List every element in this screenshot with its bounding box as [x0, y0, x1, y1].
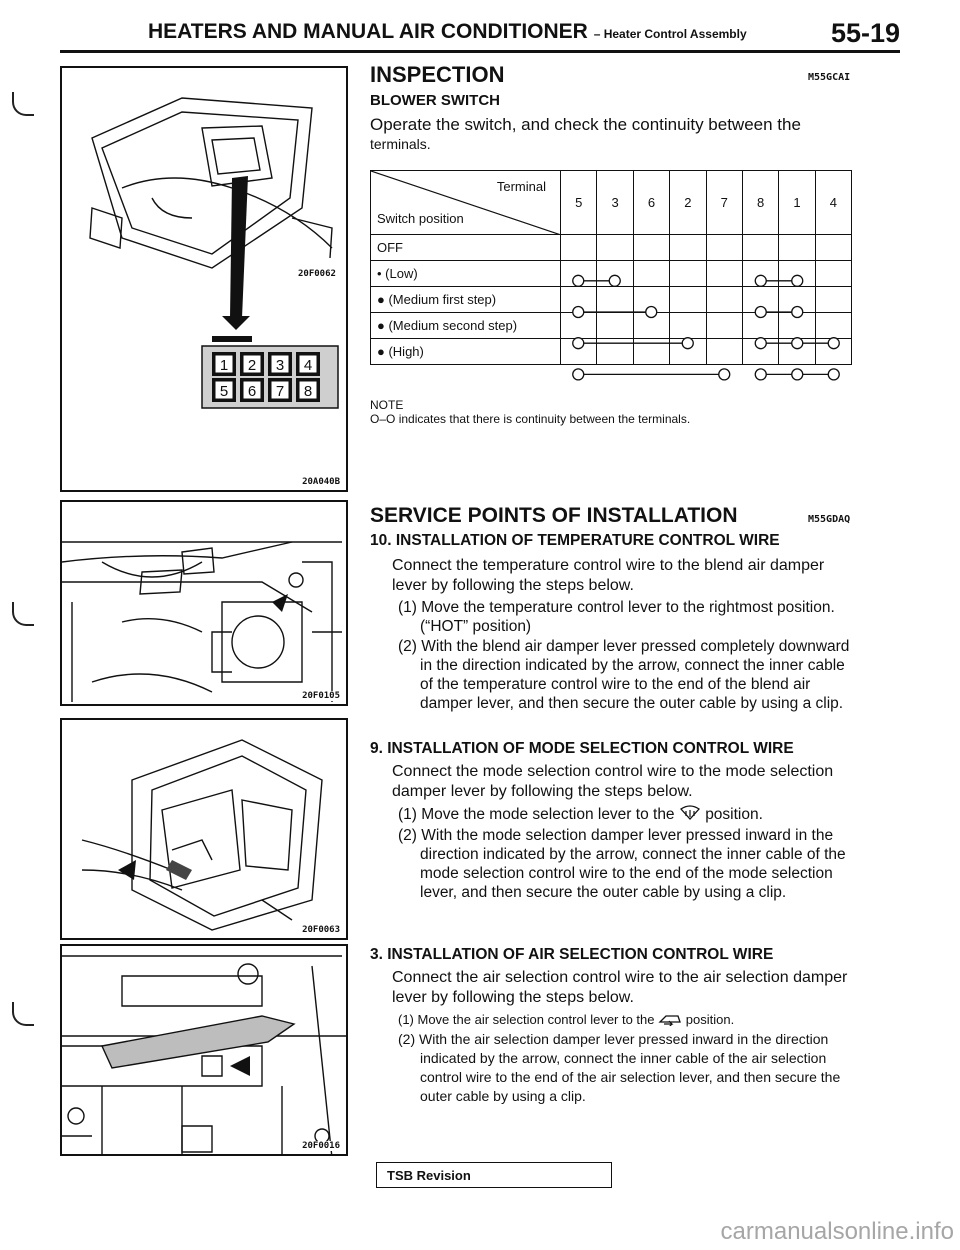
table-row	[371, 235, 852, 261]
fresh-air-icon	[658, 1012, 682, 1026]
pointer-tip	[222, 316, 250, 330]
service-code: M55GDAQ	[808, 514, 851, 525]
figure-code-inner: 20F0062	[298, 269, 336, 279]
watermark-text: carmanualsonline.info	[720, 1218, 954, 1245]
terminal-header: 7	[706, 171, 742, 235]
section-10-intro: Connect the temperature control wire to the blend air damper lever by following the steps below.	[392, 557, 825, 594]
section-9-heading: 9. INSTALLATION OF MODE SELECTION CONTROL WIRE	[370, 740, 794, 757]
section-9-step1-b: position.	[705, 806, 763, 823]
binding-mark	[12, 92, 34, 116]
terminal-header: 6	[633, 171, 669, 235]
table-row	[371, 313, 852, 339]
page-header	[60, 18, 900, 48]
connector-pin-7: 7	[275, 383, 285, 400]
section-10-step1: (1) Move the temperature control lever to the rightmost position. (“HOT” position)	[398, 599, 835, 635]
blower-switch-drawing	[62, 68, 348, 492]
figure-air-wire	[60, 944, 348, 1156]
connector-pin-5: 5	[219, 383, 229, 400]
section-9-step1-a: (1) Move the mode selection lever to the	[398, 806, 675, 823]
inspection-intro-line1: Operate the switch, and check the continuity between the	[370, 115, 801, 134]
figure-code: 20A040B	[302, 477, 340, 487]
terminal-header: 4	[815, 171, 851, 235]
pointer-arrow	[230, 176, 248, 318]
section-3-step2: (2) With the air selection damper lever pressed inward in the direction indicated by the arrow, connect the inner cable of the air selection control wire to the end of the air selection lever, and then secure the outer cable by using a clip.	[398, 1031, 841, 1104]
note-label: NOTE	[370, 398, 404, 412]
page-number: 55-19	[830, 18, 900, 48]
inspection-intro-line2: terminals.	[370, 136, 431, 152]
header-rule	[60, 50, 900, 53]
section-9-step1	[398, 805, 854, 824]
note-body: indicates that there is continuity between the terminals.	[398, 412, 691, 426]
header-title-main: HEATERS AND MANUAL AIR CONDITIONER	[148, 20, 588, 43]
section-9-intro: Connect the mode selection control wire to the mode selection damper lever by following the steps below.	[392, 763, 834, 800]
continuity-terminal-dot	[573, 369, 584, 380]
section-3-step1-b: position.	[685, 1012, 735, 1027]
table-header-row	[371, 171, 852, 235]
section-10-step2: (2) With the blend air damper lever pressed completely downward in the direction indicated by the arrow, connect the inner cable of the temperature control wire to the end of the blend air damper lever, and then secure the outer cable by using a clip.	[398, 638, 850, 712]
inspection-title: INSPECTION	[370, 62, 505, 87]
section-3-intro: Connect the air selection control wire to the air selection damper lever by following the steps below.	[392, 969, 848, 1006]
direction-arrow	[272, 594, 288, 612]
figure-code: 20F0016	[302, 1141, 340, 1151]
tsb-revision-box: TSB Revision	[376, 1162, 612, 1188]
switch-position-label: ● (Medium first step)	[371, 287, 561, 313]
continuity-table	[370, 170, 852, 365]
header-title-sub: – Heater Control Assembly	[593, 27, 747, 41]
corner-switch-label: Switch position	[377, 211, 464, 226]
table-corner-cell	[371, 171, 561, 235]
terminal-header: 1	[779, 171, 815, 235]
inspection-code: M55GCAI	[808, 72, 851, 83]
binding-mark	[12, 602, 34, 626]
switch-position-label: ● (Medium second step)	[371, 313, 561, 339]
terminal-header: 8	[742, 171, 778, 235]
header-title	[148, 20, 747, 44]
continuity-terminal-dot	[792, 369, 803, 380]
direction-arrow	[118, 860, 136, 880]
binding-mark	[12, 1002, 34, 1026]
switch-position-label: ● (High)	[371, 339, 561, 365]
mode-wire-drawing	[62, 720, 348, 940]
connector-pin-1: 1	[219, 357, 229, 374]
connector-pin-3: 3	[275, 357, 285, 374]
switch-position-label: • (Low)	[371, 261, 561, 287]
temperature-wire-drawing	[62, 502, 348, 706]
figure-code: 20F0105	[302, 691, 340, 701]
note-text	[370, 412, 690, 426]
table-row	[371, 287, 852, 313]
air-lever	[102, 1016, 294, 1068]
air-wire-drawing	[62, 946, 348, 1156]
continuity-terminal-dot	[719, 369, 730, 380]
section-9-step2: (2) With the mode selection damper lever pressed inward in the direction indicated by the arrow, connect the inner cable of the mode selection control wire to the end of the mode selection lever, and then secure the outer cable by using a clip.	[398, 827, 846, 901]
service-title: SERVICE POINTS OF INSTALLATION	[370, 504, 738, 527]
corner-terminal-label: Terminal	[496, 179, 546, 194]
figure-temperature-wire	[60, 500, 348, 706]
figure-mode-wire	[60, 718, 348, 940]
section-3-heading: 3. INSTALLATION OF AIR SELECTION CONTROL WIRE	[370, 946, 774, 963]
table-row	[371, 339, 852, 365]
connector-pin-2: 2	[247, 357, 257, 374]
direction-arrow	[230, 1056, 250, 1076]
connector-pin-6: 6	[247, 383, 257, 400]
continuity-symbol: O–O	[370, 412, 396, 426]
section-3-step1	[398, 1010, 854, 1029]
connector-pin-8: 8	[303, 383, 313, 400]
figure-code: 20F0063	[302, 925, 340, 935]
continuity-terminal-dot	[828, 369, 839, 380]
terminal-header: 2	[670, 171, 706, 235]
defrost-icon	[679, 805, 701, 821]
connector-pin-4: 4	[303, 357, 313, 374]
section-3-step1-a: (1) Move the air selection control lever to the	[398, 1012, 655, 1027]
switch-position-label: OFF	[371, 235, 561, 261]
terminal-header: 5	[561, 171, 597, 235]
section-10-heading: 10. INSTALLATION OF TEMPERATURE CONTROL WIRE	[370, 532, 780, 549]
table-row	[371, 261, 852, 287]
figure-blower-switch	[60, 66, 348, 492]
terminal-header: 3	[597, 171, 633, 235]
blower-switch-subtitle: BLOWER SWITCH	[370, 92, 500, 109]
continuity-terminal-dot	[755, 369, 766, 380]
